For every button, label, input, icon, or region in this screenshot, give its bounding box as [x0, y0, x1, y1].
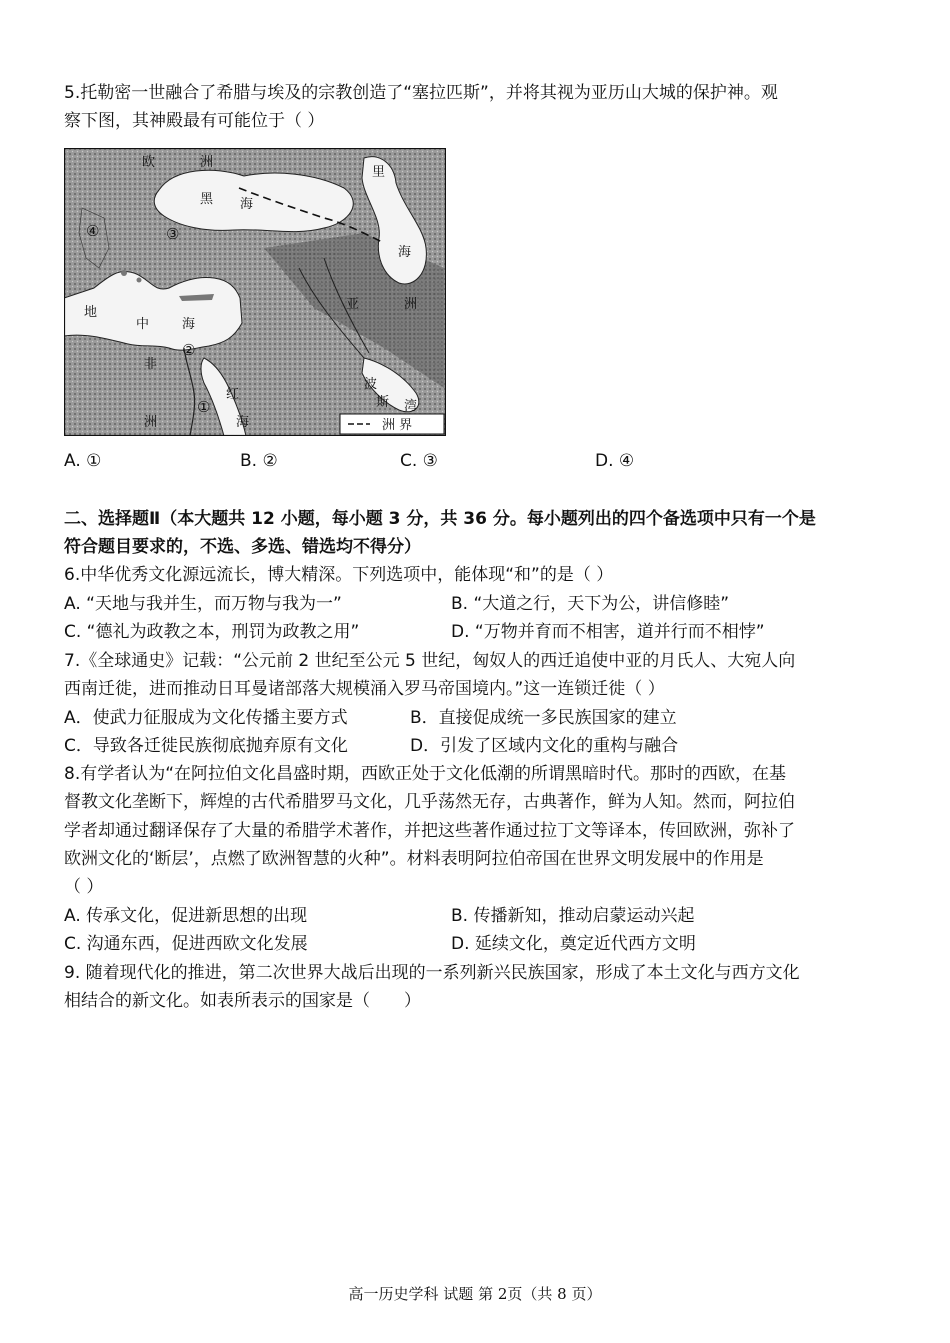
map-label-persian-gulf: 斯: [376, 395, 390, 410]
q7-option-b: B．直接促成统一多民族国家的建立: [410, 708, 677, 728]
q6-option-d: D. “万物并育而不相害，道并行而不相悖”: [451, 622, 765, 642]
q5-stem-line2: 察下图，其神殿最有可能位于（ ）: [64, 111, 325, 131]
map-label-caspian: 海: [398, 245, 412, 260]
q8-stem-line2: 督教文化垄断下，辉煌的古代希腊罗马文化，几乎荡然无存，古典著作，鲜为人知。然而，阿拉伯: [64, 792, 795, 812]
map-label-africa: 洲: [144, 415, 158, 430]
q8-stem-line5: （ ）: [64, 877, 104, 897]
q5-option-c: C. ③: [400, 451, 438, 471]
map-label-mediterranean: 地: [84, 305, 98, 320]
map-label-persian-gulf: 波: [364, 377, 378, 392]
q5-stem-line1: 5.托勒密一世融合了希腊与埃及的宗教创造了“塞拉匹斯”，并将其视为亚历山大城的保护神。观: [64, 83, 778, 103]
section2-heading-line2: 符合题目要求的，不选、多选、错选均不得分）: [64, 537, 421, 557]
map-figure: [64, 148, 446, 436]
map-label-black-sea: 海: [240, 197, 254, 212]
map-label-black-sea: 黑: [200, 192, 214, 207]
map-black-sea: [154, 170, 353, 231]
q7-option-c: C．导致各迁徙民族彻底抛弃原有文化: [64, 736, 348, 756]
map-marker-2: ②: [182, 341, 196, 359]
map-label-persian-gulf: 湾: [404, 399, 418, 414]
q5-option-d: D. ④: [595, 451, 635, 471]
page-footer: 高一历史学科 试题 第 2页（共 8 页）: [348, 1285, 602, 1303]
map-island: [121, 270, 127, 276]
q6-option-c: C. “德礼为政教之本，刑罚为政教之用”: [64, 622, 360, 642]
map-label-red-sea: 海: [236, 415, 250, 430]
map-island: [137, 278, 142, 283]
map-label-red-sea: 红: [226, 387, 240, 402]
q8-option-c: C. 沟通东西，促进西欧文化发展: [64, 934, 308, 954]
q8-option-a: A. 传承文化，促进新思想的出现: [64, 906, 308, 926]
map-marker-4: ④: [86, 222, 100, 240]
map-label-asia: 亚: [346, 297, 360, 312]
q8-stem-line1: 8.有学者认为“在阿拉伯文化昌盛时期，西欧正处于文化低潮的所谓黑暗时代。那时的西欧，在基: [64, 764, 787, 784]
q7-option-a: A．使武力征服成为文化传播主要方式: [64, 708, 348, 728]
q8-option-b: B. 传播新知，推动启蒙运动兴起: [451, 906, 695, 926]
map-marker-1: ①: [197, 398, 211, 416]
map-label-europe: 欧: [142, 155, 156, 170]
q6-option-a: A. “天地与我并生，而万物与我为一”: [64, 594, 342, 614]
q7-stem-line2: 西南迁徙，进而推动日耳曼诸部落大规模涌入罗马帝国境内。”这一连锁迁徙（ ）: [64, 679, 665, 699]
q9-stem-line1: 9. 随着现代化的推进，第二次世界大战后出现的一系列新兴民族国家，形成了本土文化与西方文化: [64, 963, 800, 983]
map-marker-3: ③: [166, 225, 180, 243]
q5-option-a: A. ①: [64, 451, 102, 471]
q9-stem-line2: 相结合的新文化。如表所表示的国家是（ ）: [64, 991, 421, 1011]
map-label-europe: 洲: [200, 155, 214, 170]
q5-option-b: B. ②: [240, 451, 278, 471]
map-legend-text: 洲 界: [382, 418, 413, 433]
q7-stem-line1: 7.《全球通史》记载：“公元前 2 世纪至公元 5 世纪，匈奴人的西迁追使中亚的月氏人、大宛人向: [64, 651, 796, 671]
map-label-caspian: 里: [372, 165, 386, 180]
q8-stem-line4: 欧洲文化的‘断层’，点燃了欧洲智慧的火种”。材料表明阿拉伯帝国在世界文明发展中的作用是: [64, 849, 764, 869]
map-label-mediterranean: 中: [136, 317, 150, 332]
map-label-mediterranean: 海: [182, 317, 196, 332]
q8-option-d: D. 延续文化，奠定近代西方文明: [451, 934, 696, 954]
q6-option-b: B. “大道之行，天下为公，讲信修睦”: [451, 594, 730, 614]
q7-option-d: D．引发了区域内文化的重构与融合: [410, 736, 679, 756]
section2-heading-line1: 二、选择题Ⅱ（本大题共 12 小题，每小题 3 分，共 36 分。每小题列出的四个备选项中只有一个是: [64, 509, 816, 529]
map-label-asia: 洲: [404, 297, 418, 312]
q8-stem-line3: 学者却通过翻译保存了大量的希腊学术著作，并把这些著作通过拉丁文等译本，传回欧洲，弥补了: [64, 821, 795, 841]
map-label-africa: 非: [144, 357, 158, 372]
q6-stem: 6.中华优秀文化源远流长，博大精深。下列选项中，能体现“和”的是（ ）: [64, 565, 614, 585]
